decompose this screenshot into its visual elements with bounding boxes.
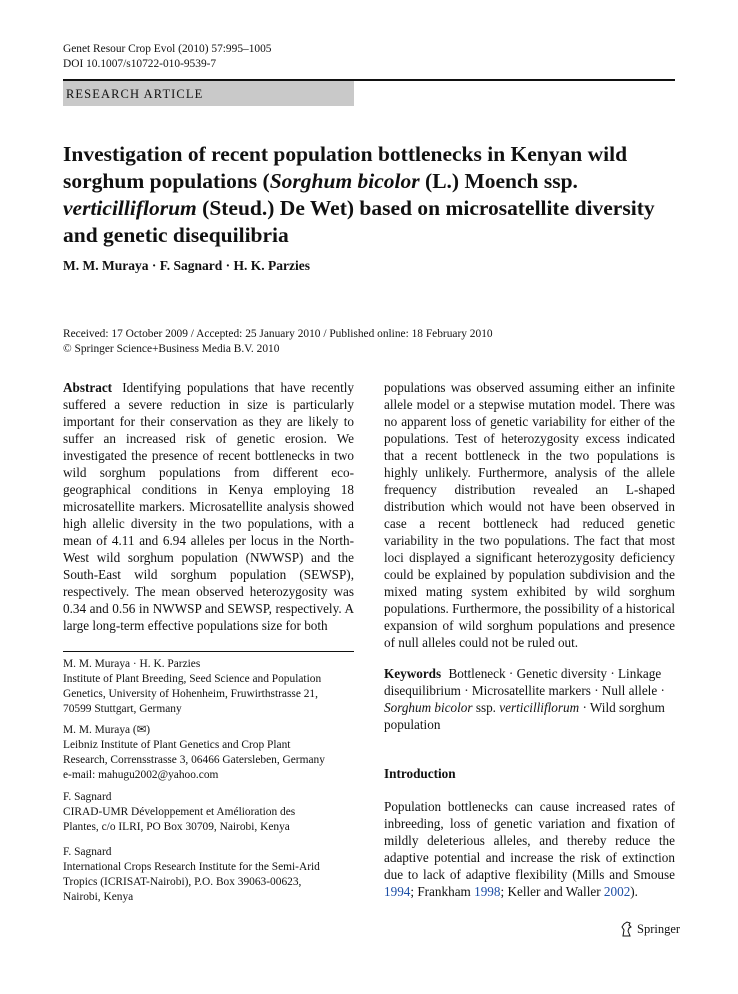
title-text: (L.) Moench ssp. bbox=[419, 169, 578, 193]
history-line: Received: 17 October 2009 / Accepted: 25 January 2010 / Published online: 18 February 2010 bbox=[63, 328, 493, 340]
affiliation-line: Leibniz Institute of Plant Genetics and Crop Plant bbox=[63, 739, 291, 751]
affiliation-line: Tropics (ICRISAT-Nairobi), P.O. Box 39063-00623, bbox=[63, 876, 302, 888]
title-subspecies: verticilliflorum bbox=[63, 196, 197, 220]
journal-citation bbox=[63, 42, 272, 72]
citation-link[interactable]: 1994 bbox=[384, 884, 411, 899]
publisher-logo bbox=[620, 921, 680, 937]
author-list: M. M. Muraya · F. Sagnard · H. K. Parzies bbox=[63, 258, 310, 273]
abstract-right bbox=[384, 379, 675, 651]
copyright-line: © Springer Science+Business Media B.V. 2010 bbox=[63, 343, 280, 355]
publication-dates bbox=[63, 327, 493, 357]
affiliation-names: M. M. Muraya · H. K. Parzies bbox=[63, 658, 201, 670]
citation-link[interactable]: 2002 bbox=[603, 884, 631, 899]
abstract-text-right: populations was observed assuming either an infinite allele model or a stepwise mutation model. There was no apparent loss of genetic variability for either of the populations. Test of heterozygosity excess indicated that a recent bottleneck in the two populations is highly unlikely. Furthermore, analysis of the allele frequency distribution revealed an L-shaped distribution which would not have been observed in case a recent bottleneck had reduced genetic variability in the two populations. The fact that most loci displayed a significant heterozygosity deficiency could be explained by population subdivision and the mixed mating system exhibited by wild sorghum populations. Furthermore, the possibility of a historical expansion of wild sorghum populations and presence of null alleles could not be ruled out. bbox=[384, 380, 675, 650]
affiliation-email[interactable]: e-mail: mahugu2002@yahoo.com bbox=[63, 769, 219, 781]
abstract-left bbox=[63, 379, 354, 634]
title-species: Sorghum bicolor bbox=[269, 169, 420, 193]
intro-text: ). bbox=[630, 884, 638, 899]
affiliation-line: CIRAD-UMR Développement et Amélioration des bbox=[63, 806, 296, 818]
article-title bbox=[63, 141, 663, 249]
citation-link[interactable]: 1998 bbox=[474, 884, 501, 899]
abstract-heading: Abstract bbox=[63, 380, 113, 395]
keywords-text: · Wild sorghum population bbox=[384, 700, 665, 732]
keywords-heading: Keywords bbox=[384, 666, 442, 681]
affiliation-line: Research, Corrensstrasse 3, 06466 Gatersleben, Germany bbox=[63, 754, 325, 766]
introduction-heading: Introduction bbox=[384, 766, 456, 781]
affiliation-block bbox=[63, 790, 354, 835]
keywords bbox=[384, 665, 675, 733]
abstract-text-left: Identifying populations that have recently suffered a severe reduction in size is particularly important for their conservation as they are likely to suffer an increased risk of genetic erosion. We investigated the presence of recent bottlenecks in two wild sorghum populations from different eco-geographical conditions in Kenya employing 18 microsatellite markers. Microsatellite analysis showed high allelic diversity in the two populations, with a mean of 4.11 and 6.94 alleles per locus in the North-West wild sorghum population (NWWSP) and the South-East wild sorghum population (SEWSP), respectively. The mean observed heterozygosity was 0.34 and 0.56 in NWWSP and SEWSP, respectively. A large long-term effective populations size for both bbox=[63, 380, 355, 633]
keywords-species: Sorghum bicolor bbox=[384, 700, 473, 715]
keywords-text: ssp. bbox=[472, 700, 500, 715]
affiliation-line: Nairobi, Kenya bbox=[63, 891, 134, 903]
intro-text: ; Frankham bbox=[410, 884, 475, 899]
title-text: Investigation of recent population bottlenecks in Kenyan wild sorghum populations ( bbox=[63, 142, 628, 193]
affiliation-names: F. Sagnard bbox=[63, 791, 112, 803]
intro-text: ; Keller and Waller bbox=[500, 884, 604, 899]
affiliation-block bbox=[63, 723, 354, 783]
affiliation-line: Genetics, University of Hohenheim, Fruwirthstrasse 21, bbox=[63, 688, 318, 700]
journal-line: Genet Resour Crop Evol (2010) 57:995–1005 bbox=[63, 43, 272, 55]
publisher-name: Springer bbox=[637, 921, 681, 936]
springer-horse-icon bbox=[620, 921, 634, 937]
article-type-banner: RESEARCH ARTICLE bbox=[63, 81, 354, 106]
affiliation-separator bbox=[63, 651, 354, 652]
keywords-subspecies: verticilliflorum bbox=[499, 700, 580, 715]
title-text: (Steud.) De Wet) based on microsatellite diversity and genetic disequilibria bbox=[63, 196, 655, 247]
affiliation-names: M. M. Muraya (✉) bbox=[63, 724, 151, 736]
affiliation-block bbox=[63, 845, 354, 905]
intro-text: Population bottlenecks can cause increased rates of inbreeding, loss of genetic variation and fixation of mildly deleterious alleles, and thereby reduce the adaptive potential and increase the risk of extinction due to lack of adaptive flexibility (Mills and Smouse bbox=[384, 799, 675, 882]
affiliation-names: F. Sagnard bbox=[63, 846, 112, 858]
affiliation-line: International Crops Research Institute for the Semi-Arid bbox=[63, 861, 320, 873]
introduction-text bbox=[384, 798, 675, 900]
doi-line: DOI 10.1007/s10722-010-9539-7 bbox=[63, 58, 217, 70]
affiliation-line: 70599 Stuttgart, Germany bbox=[63, 703, 182, 715]
affiliation-block bbox=[63, 657, 354, 717]
affiliation-line: Plantes, c/o ILRI, PO Box 30709, Nairobi, Kenya bbox=[63, 821, 290, 833]
keywords-text: Bottleneck · Genetic diversity · Linkage disequilibrium · Microsatellite markers · Null allele · bbox=[384, 666, 665, 698]
affiliation-line: Institute of Plant Breeding, Seed Science and Population bbox=[63, 673, 322, 685]
